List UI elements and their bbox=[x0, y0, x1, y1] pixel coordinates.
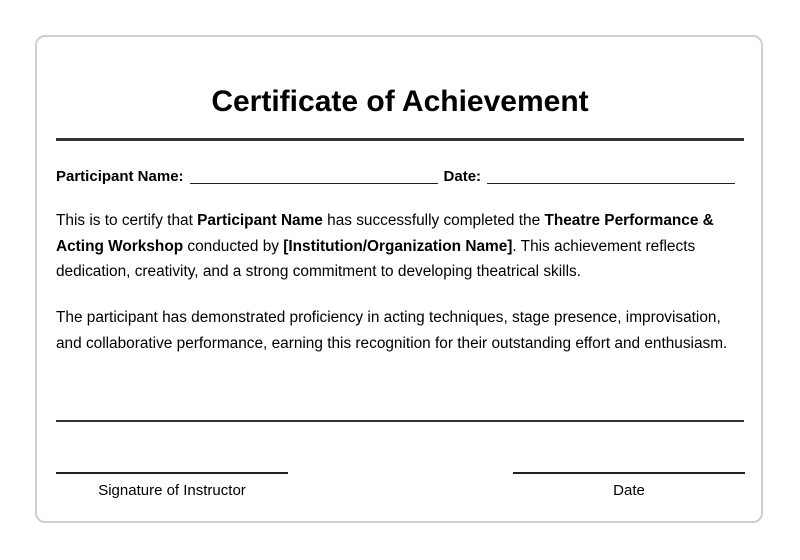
signature-date-line bbox=[513, 472, 745, 474]
certification-paragraph bbox=[56, 208, 746, 285]
institution-name-bold: [Institution/Organization Name] bbox=[283, 237, 513, 255]
participant-name-label: Participant Name: bbox=[56, 168, 184, 185]
date-blank bbox=[487, 166, 735, 184]
bottom-divider bbox=[56, 420, 744, 422]
para1-text-1: This is to certify that bbox=[56, 212, 198, 229]
proficiency-paragraph: The participant has demonstrated proficiency in acting techniques, stage presence, improvisation, and collaborative performance, earning this recognition for their outstanding effort and enthusiasm. bbox=[56, 309, 728, 352]
certificate-title: Certificate of Achievement bbox=[211, 85, 589, 118]
title-divider bbox=[56, 138, 744, 141]
participant-name-blank bbox=[190, 166, 438, 184]
signature-date-caption: Date bbox=[613, 482, 645, 499]
para1-text-4: . This achievement reflects dedication, creativity, and a strong commitment to developing theatrical skills. bbox=[56, 237, 696, 280]
instructor-signature-caption: Signature of Instructor bbox=[98, 482, 246, 499]
para1-text-2: has successfully completed the bbox=[322, 212, 545, 229]
instructor-signature-line bbox=[56, 472, 288, 474]
participant-name-bold: Participant Name bbox=[197, 212, 323, 229]
workshop-name-bold: Theatre Performance & Acting Workshop bbox=[56, 212, 714, 255]
para1-text-3: conducted by bbox=[183, 237, 284, 255]
date-label: Date: bbox=[443, 168, 482, 185]
participant-fields-row bbox=[56, 165, 744, 187]
